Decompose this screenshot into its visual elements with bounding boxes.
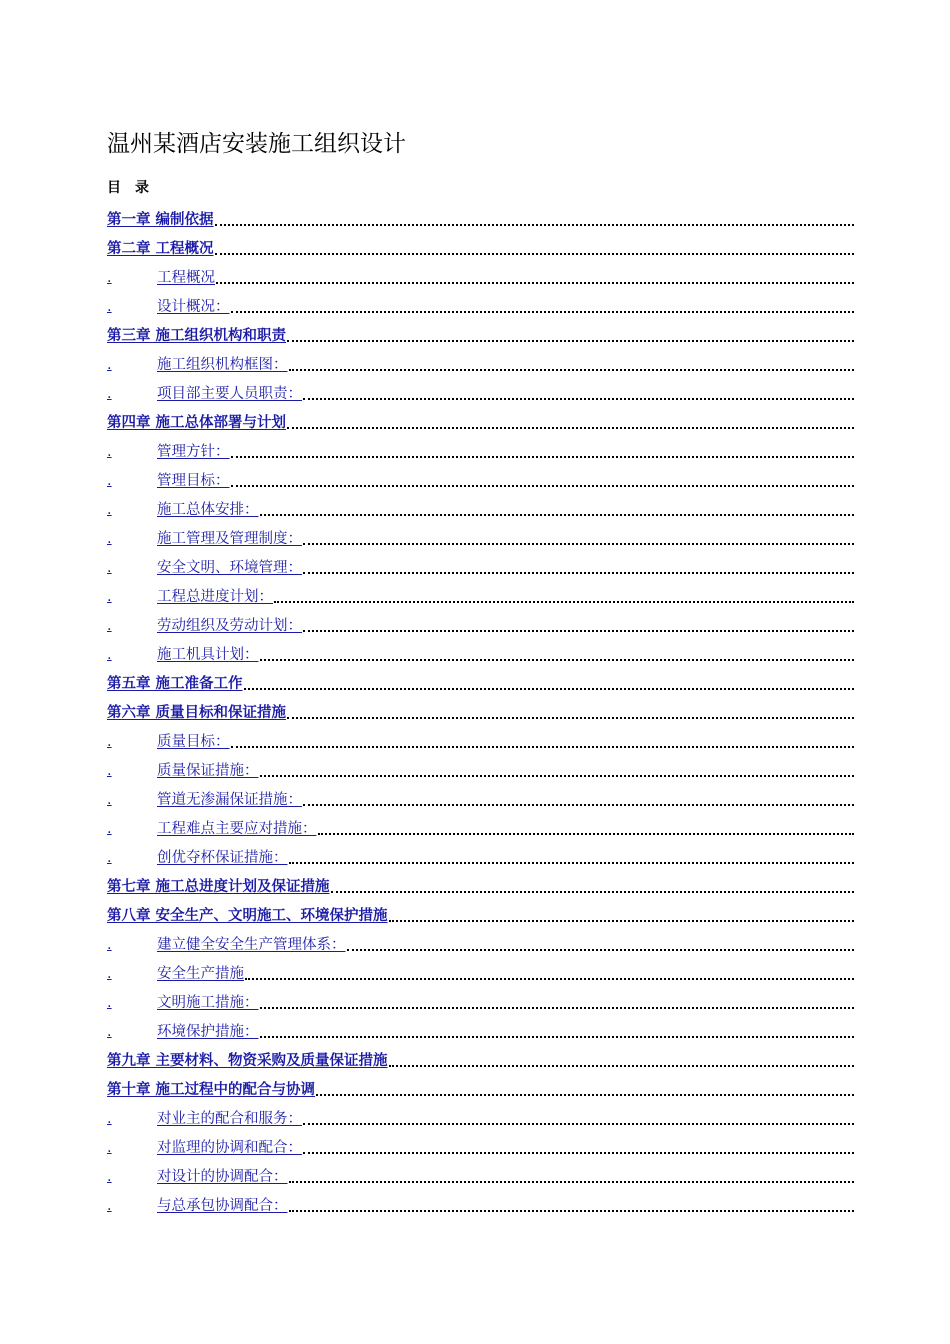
toc-entry-label: 设计概况： xyxy=(157,299,230,315)
toc-dot-leader xyxy=(389,919,854,922)
toc-section-number: . xyxy=(107,299,112,315)
toc-section-link[interactable] xyxy=(107,348,854,377)
toc-section-link[interactable] xyxy=(107,841,854,870)
toc-dot-leader xyxy=(389,1064,854,1067)
toc-section-link[interactable] xyxy=(107,464,854,493)
toc-dot-leader xyxy=(287,716,854,719)
toc-dot-leader xyxy=(231,484,855,487)
toc-dot-leader xyxy=(287,426,854,429)
toc-section-link[interactable] xyxy=(107,754,854,783)
toc-chapter-link[interactable] xyxy=(107,1073,854,1102)
toc-section-number: . xyxy=(107,560,112,576)
toc-section-number: . xyxy=(107,850,112,866)
toc-dot-leader xyxy=(274,600,854,603)
toc-dot-leader xyxy=(260,513,855,516)
toc-dot-leader xyxy=(303,542,854,545)
toc-entry-label: 管理目标： xyxy=(157,473,230,489)
toc-entry-label: 项目部主要人员职责： xyxy=(157,386,302,402)
toc-dot-leader xyxy=(303,803,854,806)
toc-section-link[interactable] xyxy=(107,290,854,319)
toc-chapter-link[interactable] xyxy=(107,203,854,232)
toc-dot-leader xyxy=(231,455,855,458)
toc-dot-leader xyxy=(303,397,854,400)
toc-entry-label: 施工机具计划： xyxy=(157,647,259,663)
toc-dot-leader xyxy=(245,977,854,980)
toc-dot-leader xyxy=(289,861,855,864)
toc-section-number: . xyxy=(107,531,112,547)
toc-section-number: . xyxy=(107,589,112,605)
toc-dot-leader xyxy=(289,368,855,371)
toc-section-number: . xyxy=(107,1140,112,1156)
toc-dot-leader xyxy=(289,1180,855,1183)
toc-section-link[interactable] xyxy=(107,986,854,1015)
toc-entry-label: 质量保证措施： xyxy=(157,763,259,779)
toc-section-link[interactable] xyxy=(107,1131,854,1160)
toc-entry-label: 施工管理及管理制度： xyxy=(157,531,302,547)
toc-section-link[interactable] xyxy=(107,1015,854,1044)
toc-dot-leader xyxy=(331,890,854,893)
toc-entry-label: 劳动组织及劳动计划： xyxy=(157,618,302,634)
toc-dot-leader xyxy=(216,281,854,284)
toc-section-link[interactable] xyxy=(107,1102,854,1131)
toc-dot-leader xyxy=(215,223,854,226)
toc-dot-leader xyxy=(231,745,855,748)
toc-entry-label: 文明施工措施： xyxy=(157,995,259,1011)
toc-entry-label: 环境保护措施： xyxy=(157,1024,259,1040)
toc-dot-leader xyxy=(316,1093,854,1096)
document-title: 温州某酒店安装施工组织设计 xyxy=(107,131,406,158)
toc-dot-leader xyxy=(347,948,855,951)
toc-section-number: . xyxy=(107,1169,112,1185)
toc-section-number: . xyxy=(107,357,112,373)
toc-entry-label: 施工总体安排： xyxy=(157,502,259,518)
toc-section-link[interactable] xyxy=(107,609,854,638)
toc-entry-label: 第十章 施工过程中的配合与协调 xyxy=(107,1082,316,1098)
toc-dot-leader xyxy=(287,339,854,342)
toc-entry-label: 第九章 主要材料、物资采购及质量保证措施 xyxy=(107,1053,388,1069)
toc-section-number: . xyxy=(107,792,112,808)
toc-entry-label: 对业主的配合和服务： xyxy=(157,1111,302,1127)
toc-section-number: . xyxy=(107,270,112,286)
toc-dot-leader xyxy=(260,1035,855,1038)
toc-section-number: . xyxy=(107,937,112,953)
toc-entry-label: 对监理的协调和配合： xyxy=(157,1140,302,1156)
toc-dot-leader xyxy=(318,832,855,835)
toc-section-number: . xyxy=(107,966,112,982)
toc-section-number: . xyxy=(107,734,112,750)
toc-dot-leader xyxy=(260,774,855,777)
toc-section-link[interactable] xyxy=(107,928,854,957)
toc-section-link[interactable] xyxy=(107,1160,854,1189)
toc-section-link[interactable] xyxy=(107,522,854,551)
toc-entry-label: 建立健全安全生产管理体系： xyxy=(157,937,346,953)
toc-section-link[interactable] xyxy=(107,812,854,841)
toc-entry-label: 管道无渗漏保证措施： xyxy=(157,792,302,808)
toc-chapter-link[interactable] xyxy=(107,319,854,348)
toc-section-number: . xyxy=(107,444,112,460)
toc-section-number: . xyxy=(107,821,112,837)
toc-section-number: . xyxy=(107,502,112,518)
toc-chapter-link[interactable] xyxy=(107,696,854,725)
toc-section-link[interactable] xyxy=(107,377,854,406)
toc-section-link[interactable] xyxy=(107,551,854,580)
toc-entry-label: 安全生产措施 xyxy=(157,966,244,982)
toc-section-link[interactable] xyxy=(107,638,854,667)
toc-chapter-link[interactable] xyxy=(107,667,854,696)
toc-chapter-link[interactable] xyxy=(107,1044,854,1073)
toc-entry-label: 第七章 施工总进度计划及保证措施 xyxy=(107,879,330,895)
toc-entry-label: 第三章 施工组织机构和职责 xyxy=(107,328,287,344)
toc-section-number: . xyxy=(107,473,112,489)
toc-entry-label: 管理方针： xyxy=(157,444,230,460)
toc-section-link[interactable] xyxy=(107,725,854,754)
table-of-contents xyxy=(107,203,854,1218)
toc-section-number: . xyxy=(107,647,112,663)
toc-section-link[interactable] xyxy=(107,783,854,812)
toc-dot-leader xyxy=(244,687,854,690)
toc-entry-label: 工程难点主要应对措施： xyxy=(157,821,317,837)
toc-section-number: . xyxy=(107,1024,112,1040)
toc-entry-label: 第五章 施工准备工作 xyxy=(107,676,243,692)
toc-dot-leader xyxy=(231,310,855,313)
toc-entry-label: 质量目标： xyxy=(157,734,230,750)
toc-dot-leader xyxy=(260,658,855,661)
toc-section-number: . xyxy=(107,1198,112,1214)
toc-dot-leader xyxy=(303,1122,854,1125)
toc-entry-label: 安全文明、环境管理： xyxy=(157,560,302,576)
toc-entry-label: 施工组织机构框图： xyxy=(157,357,288,373)
toc-entry-label: 工程概况 xyxy=(157,270,215,286)
toc-chapter-link[interactable] xyxy=(107,232,854,261)
toc-entry-label: 工程总进度计划： xyxy=(157,589,273,605)
toc-section-number: . xyxy=(107,1111,112,1127)
toc-section-link[interactable] xyxy=(107,493,854,522)
toc-section-link[interactable] xyxy=(107,435,854,464)
toc-entry-label: 第八章 安全生产、文明施工、环境保护措施 xyxy=(107,908,388,924)
toc-entry-label: 第四章 施工总体部署与计划 xyxy=(107,415,287,431)
toc-dot-leader xyxy=(260,1006,855,1009)
toc-section-link[interactable] xyxy=(107,261,854,290)
toc-dot-leader xyxy=(303,571,854,574)
toc-section-number: . xyxy=(107,763,112,779)
toc-entry-label: 第一章 编制依据 xyxy=(107,212,214,228)
toc-dot-leader xyxy=(303,629,854,632)
toc-chapter-link[interactable] xyxy=(107,870,854,899)
toc-entry-label: 第六章 质量目标和保证措施 xyxy=(107,705,287,721)
toc-section-link[interactable] xyxy=(107,957,854,986)
toc-section-number: . xyxy=(107,618,112,634)
toc-entry-label: 第二章 工程概况 xyxy=(107,241,214,257)
toc-dot-leader xyxy=(215,252,854,255)
toc-section-number: . xyxy=(107,386,112,402)
toc-section-number: . xyxy=(107,995,112,1011)
toc-dot-leader xyxy=(289,1209,855,1212)
toc-entry-label: 对设计的协调配合： xyxy=(157,1169,288,1185)
toc-chapter-link[interactable] xyxy=(107,406,854,435)
toc-section-link[interactable] xyxy=(107,1189,854,1218)
toc-dot-leader xyxy=(303,1151,854,1154)
toc-entry-label: 创优夺杯保证措施： xyxy=(157,850,288,866)
toc-chapter-link[interactable] xyxy=(107,899,854,928)
toc-section-link[interactable] xyxy=(107,580,854,609)
toc-heading: 目 录 xyxy=(107,180,149,196)
toc-entry-label: 与总承包协调配合： xyxy=(157,1198,288,1214)
